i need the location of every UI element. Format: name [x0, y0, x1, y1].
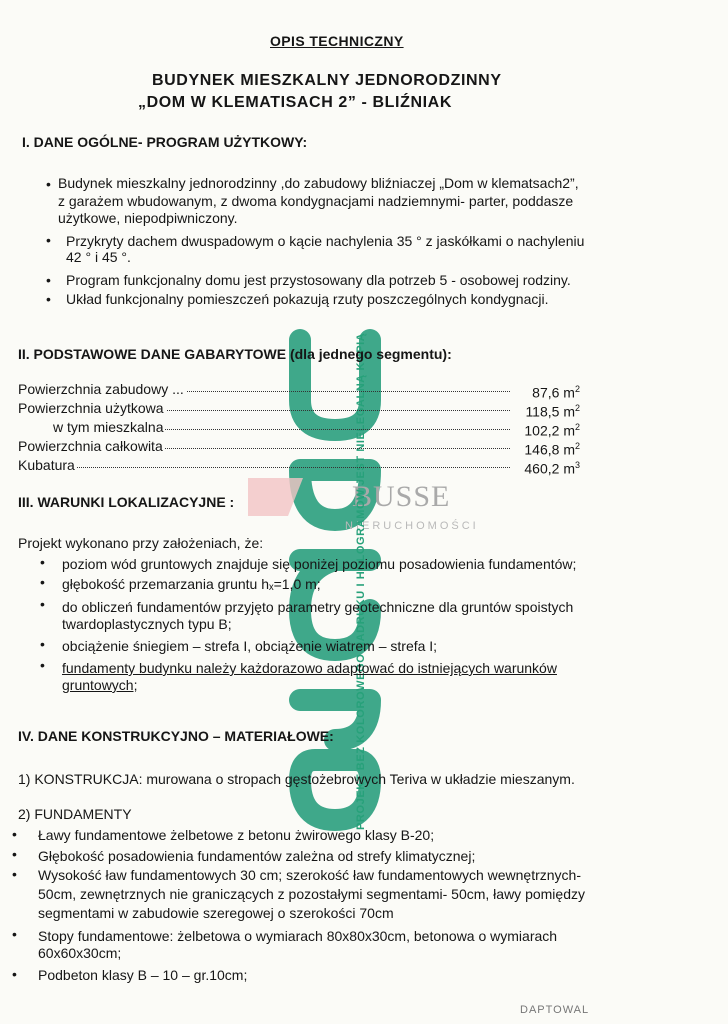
section-3-heading: III. WARUNKI LOKALIZACYJNE :: [18, 494, 235, 510]
list-item: gruntowych;: [62, 677, 138, 693]
bullet-icon: •: [46, 176, 51, 192]
busse-watermark: BUSSE: [352, 480, 451, 513]
bullet-icon: •: [12, 966, 17, 982]
list-item: Głębokość posadowienia fundamentów zależna od strefy klimatycznej;: [38, 848, 476, 864]
list-item: Stopy fundamentowe: żelbetowa o wymiarach 80x80x30cm, betonowa o wymiarach: [38, 928, 558, 944]
building-type-heading: BUDYNEK MIESZKALNY JEDNORODZINNY: [152, 72, 502, 89]
list-item: twardoplastycznych typu B;: [62, 616, 232, 632]
bullet-icon: •: [40, 554, 45, 570]
table-row: [18, 437, 588, 456]
bullet-icon: •: [46, 232, 51, 248]
bullet-icon: •: [12, 866, 17, 882]
bullet-icon: •: [40, 596, 45, 612]
table-row: [18, 456, 588, 475]
section-2-heading: II. PODSTAWOWE DANE GABARYTOWE (dla jednego segmentu):: [18, 346, 452, 362]
list-item: 42 ° i 45 °.: [66, 249, 131, 265]
list-item: użytkowe, niepodpiwniczony.: [58, 210, 238, 226]
dimension-value: 118,5 $m^2$: [525, 403, 580, 420]
list-item: poziom wód gruntowych znajduje się poniżej poziomu posadowienia fundamentów;: [62, 556, 577, 572]
table-row: [18, 399, 588, 418]
bullet-icon: •: [40, 657, 45, 673]
dimension-label: w tym mieszkalna: [18, 419, 164, 435]
table-row: [18, 380, 588, 399]
bullet-icon: •: [40, 636, 45, 652]
construction-item: 1) KONSTRUKCJA: murowana o stropach gęstożebrowych Teriva w układzie mieszanym.: [18, 771, 575, 787]
foundations-item: 2) FUNDAMENTY: [18, 806, 132, 822]
dimension-value: 102,2 $m^2$: [524, 422, 580, 439]
bullet-icon: •: [46, 272, 51, 288]
dimension-value: 146,8 $m^2$: [524, 441, 580, 458]
project-name-heading: „DOM W KLEMATISACH 2” - BLIŹNIAK: [138, 94, 452, 111]
dimension-label: Kubatura: [18, 457, 75, 473]
list-item: obciążenie śniegiem – strefa I, obciążenie wiatrem – strefa I;: [62, 638, 438, 654]
list-item: Budynek mieszkalny jednorodzinny ,do zabudowy bliźniaczej „Dom w klematsach2”,: [58, 175, 579, 191]
hologram-warning-watermark: PROJEKT BEZ KOLOROWEGO NADRUKU I HOLOGRAMÓW JEST NIELEGALNĄ KOPIĄ: [355, 332, 367, 830]
dimension-value: 87,6 $m^2$: [532, 384, 580, 401]
list-item: fundamenty budynku należy każdorazowo adaptować do istniejących warunków: [62, 660, 557, 676]
table-row: [18, 418, 588, 437]
list-item: głębokość przemarzania gruntu hₓ=1,0 m;: [62, 576, 321, 592]
list-item: Układ funkcjonalny pomieszczeń pokazują rzuty poszczególnych kondygnacji.: [66, 291, 549, 307]
bullet-icon: •: [12, 926, 17, 942]
list-item: Przykryty dachem dwuspadowym o kącie nachylenia 35 ° z jaskółkami o nachyleniu: [66, 233, 585, 249]
section-3-intro: Projekt wykonano przy założeniach, że:: [18, 535, 264, 551]
document-title: OPIS TECHNICZNY: [270, 33, 404, 49]
list-item: segmentami w zabudowie szeregowej o szerokości 70cm: [38, 905, 394, 921]
list-item: Wysokość ław fundamentowych 30 cm; szerokość ław fundamentowych wewnętrznych-: [38, 867, 581, 883]
section-1-heading: I. DANE OGÓLNE- PROGRAM UŻYTKOWY:: [22, 134, 308, 150]
list-item: z garażem wbudowanym, z dwoma kondygnacjami nadziemnymi- parter, poddasze: [58, 193, 574, 209]
list-item: Podbeton klasy B – 10 – gr.10cm;: [38, 967, 248, 983]
dimension-label: Powierzchnia użytkowa: [18, 400, 164, 416]
dimension-label: Powierzchnia całkowita: [18, 438, 163, 454]
bullet-icon: •: [40, 574, 45, 590]
next-page-fragment: DAPTOWAL: [520, 1004, 590, 1016]
list-item: do obliczeń fundamentów przyjęto parametry geotechniczne dla gruntów spoistych: [62, 599, 574, 615]
dimension-label: Powierzchnia zabudowy ...: [18, 381, 184, 397]
bullet-icon: •: [46, 291, 51, 307]
bullet-icon: •: [12, 826, 17, 842]
busse-watermark-subtitle: NIERUCHOMOŚCI: [345, 520, 479, 532]
dimensions-table: [18, 380, 588, 475]
dimension-value: 460,2 $m^3$: [524, 460, 580, 477]
list-item: 50cm, zewnętrznych nie graniczących z pozostałymi segmentami- 50cm, ławy pomiędzy: [38, 886, 585, 902]
list-item: 60x60x30cm;: [38, 945, 122, 961]
section-4-heading: IV. DANE KONSTRUKCYJNO – MATERIAŁOWE:: [18, 728, 334, 744]
list-item: Program funkcjonalny domu jest przystosowany dla potrzeb 5 - osobowej rodziny.: [66, 272, 571, 288]
bullet-icon: •: [12, 846, 17, 862]
busse-logo-mark: [248, 478, 308, 518]
list-item: Ławy fundamentowe żelbetowe z betonu żwirowego klasy B-20;: [38, 827, 435, 843]
